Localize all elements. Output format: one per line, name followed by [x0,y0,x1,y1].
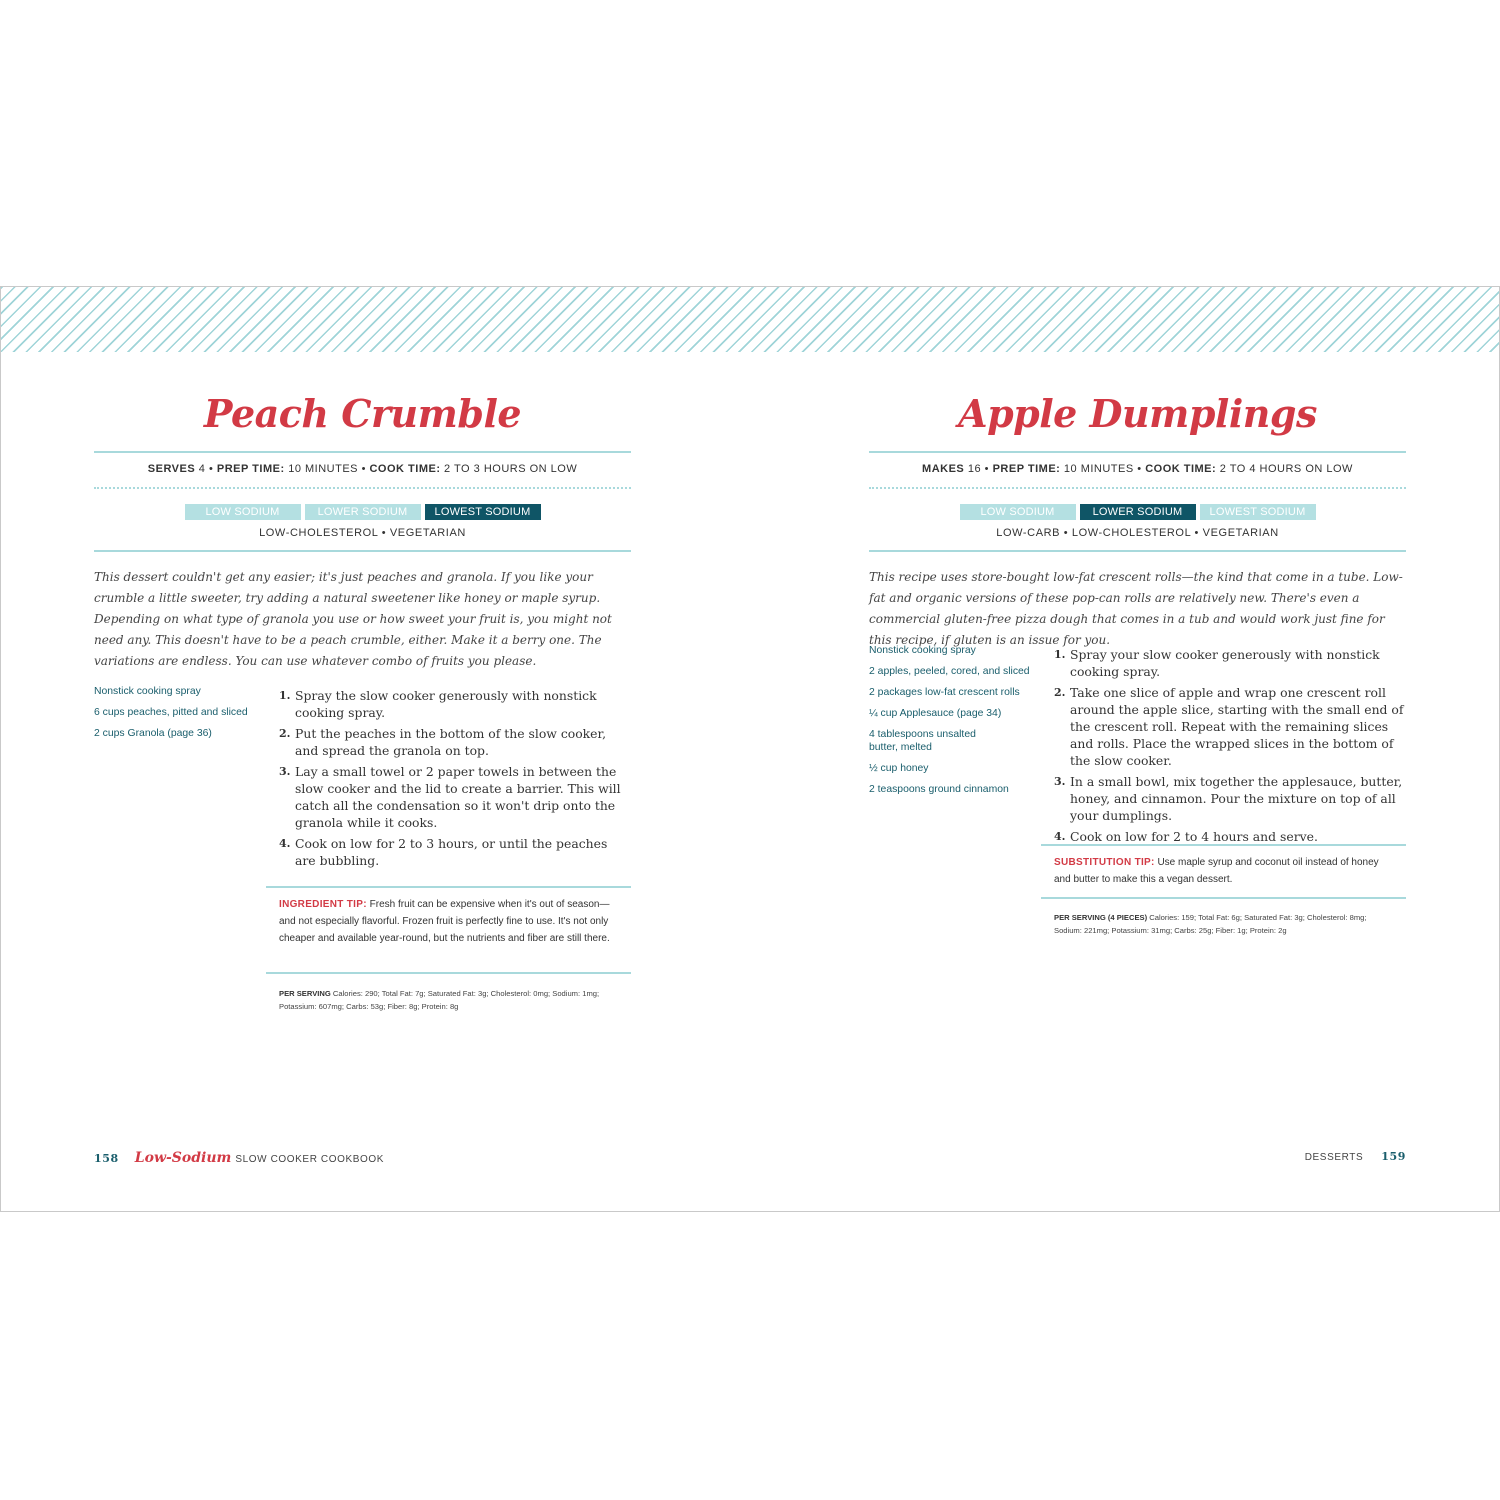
tip-top-rule [1041,844,1406,846]
tip-label: SUBSTITUTION TIP: [1054,857,1155,868]
recipe-meta [94,463,631,475]
nutrition-text: Calories: 290; Total Fat: 7g; Saturated Fat: 3g; Cholesterol: 0mg; Sodium: 1mg; Potassium: 607mg; Carbs: 53g; Fiber: 8g; Protein: 8g [279,989,600,1011]
dotted-divider [94,487,631,489]
badge-low-sodium: LOW SODIUM [960,504,1076,520]
step-text: Cook on low for 2 to 4 hours and serve. [1070,829,1318,844]
step-number: 4. [279,837,291,850]
page-footer-left [94,1150,384,1166]
step-text: Lay a small towel or 2 paper towels in between the slow cooker and the lid to create a barrier. This will catch all the condensation so it won't drip onto the granola while it cooks. [295,764,621,830]
bullet-separator: • [208,463,214,475]
recipe-intro: This dessert couldn't get any easier; it's just peaches and granola. If you like your crumble a little sweeter, try adding a natural sweetener like honey or maple syrup. Depending on what type of granola you use or how sweet your fruit is, you might not need any. This doesn't have to be a peach crumble, either. Make it a berry one. The variations are endless. You can use whatever combo of fruits you please. [94,570,612,668]
step-item [1054,646,1406,680]
page-number: 158 [94,1152,119,1165]
ingredients-list [869,644,1044,804]
ingredient-item: 2 cups Granola (page 36) [94,728,212,739]
step-item [279,687,631,721]
badge-lower-sodium: LOWER SODIUM [1080,504,1196,520]
left-page [94,287,631,1211]
recipe-title: Peach Crumble [203,391,522,436]
badge-low-sodium: LOW SODIUM [185,504,301,520]
divider [869,451,1406,453]
divider [94,451,631,453]
divider [869,550,1406,552]
step-item [1054,828,1406,845]
substitution-tip [1054,854,1394,888]
step-text: Spray your slow cooker generously with nonstick cooking spray. [1070,647,1380,679]
ingredient-item: 6 cups peaches, pitted and sliced [94,707,248,718]
prep-value: 10 MINUTES [1063,463,1134,475]
bullet-separator: • [1137,463,1142,475]
serves-label: SERVES [147,463,196,475]
diet-labels: LOW-CARB • LOW-CHOLESTEROL • VEGETARIAN [996,527,1279,539]
divider [94,550,631,552]
step-item [279,763,631,831]
page-number: 159 [1381,1150,1406,1163]
step-number: 3. [279,765,291,778]
step-number: 2. [1054,686,1066,699]
cook-label: COOK TIME: [369,463,441,475]
steps-list [1054,646,1406,849]
step-number: 1. [279,689,291,702]
tip-bottom-rule [266,972,631,974]
nutrition-label: PER SERVING [279,989,331,998]
cook-value: 2 TO 4 HOURS ON LOW [1219,463,1353,475]
step-number: 1. [1054,648,1066,661]
serves-value: 4 [198,463,206,475]
tip-label: INGREDIENT TIP: [279,899,367,910]
ingredient-item: 4 tablespoons unsalted butter, melted [869,729,976,753]
book-title: SLOW COOKER COOKBOOK [235,1154,385,1165]
ingredient-item: Nonstick cooking spray [94,686,201,697]
page-footer-right [1305,1150,1406,1163]
ingredient-item: 2 packages low-fat crescent rolls [869,687,1020,698]
nutrition-info [1054,911,1394,937]
cook-label: COOK TIME: [1145,463,1217,475]
tip-bottom-rule [1041,897,1406,899]
step-text: Put the peaches in the bottom of the slow cooker, and spread the granola on top. [295,726,607,758]
ingredient-item: Nonstick cooking spray [869,645,976,656]
ingredient-tip [279,896,619,947]
tip-text: Fresh fruit can be expensive when it's out of season—and not especially flavorful. Frozen fruit is perfectly fine to use. It's not only cheaper and available year-round, but the nutrients and fiber are still there. [279,899,610,944]
cook-value: 2 TO 3 HOURS ON LOW [444,463,578,475]
prep-label: PREP TIME: [216,463,285,475]
tip-text: Use maple syrup and coconut oil instead of honey and butter to make this a vegan dessert. [1054,857,1379,885]
tip-top-rule [266,886,631,888]
sodium-badges [94,504,631,520]
step-number: 4. [1054,830,1066,843]
section-name: DESSERTS [1304,1152,1364,1163]
makes-label: MAKES [922,463,965,475]
step-item [1054,684,1406,769]
step-text: Take one slice of apple and wrap one crescent roll around the apple slice, starting with the small end of the crescent roll. Repeat with the remaining slices and rolls. Place the wrapped slices in the bottom of the slow cooker. [1070,685,1404,768]
badge-lower-sodium: LOWER SODIUM [305,504,421,520]
ingredient-item: ½ cup honey [869,763,929,774]
prep-value: 10 MINUTES [288,463,358,475]
nutrition-info [279,987,619,1013]
badge-lowest-sodium: LOWEST SODIUM [425,504,541,520]
sodium-badges [869,504,1406,520]
steps-list [279,687,631,873]
step-text: In a small bowl, mix together the applesauce, butter, honey, and cinnamon. Pour the mixture on top of all your dumplings. [1070,774,1403,823]
right-page [869,287,1406,1211]
step-item [279,725,631,759]
recipe-intro: This recipe uses store-bought low-fat crescent rolls—the kind that come in a tube. Low-fat and organic versions of these pop-can rolls are relatively new. There's even a commercial gluten-free pizza dough that comes in a tub and would work just fine for this recipe, if gluten is an issue for you. [869,570,1403,647]
prep-label: PREP TIME: [992,463,1061,475]
step-text: Cook on low for 2 to 3 hours, or until the peaches are bubbling. [295,836,608,868]
book-spread [0,286,1500,1212]
diet-labels: LOW-CHOLESTEROL • VEGETARIAN [259,527,466,539]
ingredients-list [94,685,269,748]
step-text: Spray the slow cooker generously with nonstick cooking spray. [295,688,597,720]
recipe-title: Apple Dumplings [958,391,1317,436]
step-item [279,835,631,869]
ingredient-item: 2 apples, peeled, cored, and sliced [869,666,1030,677]
nutrition-label: PER SERVING (4 PIECES) [1054,913,1148,922]
bullet-separator: • [361,463,366,475]
step-number: 3. [1054,775,1066,788]
step-item [1054,773,1406,824]
nutrition-text: Calories: 159; Total Fat: 6g; Saturated Fat: 3g; Cholesterol: 8mg; Sodium: 221mg; Potassium: 31mg; Carbs: 25g; Fiber: 1g; Protein: 2g [1054,913,1367,935]
makes-value: 16 [967,463,982,475]
ingredient-item: 2 teaspoons ground cinnamon [869,784,1009,795]
ingredient-item: ¼ cup Applesauce (page 34) [869,708,1002,719]
step-number: 2. [279,727,291,740]
dotted-divider [869,487,1406,489]
bullet-separator: • [984,463,990,475]
badge-lowest-sodium: LOWEST SODIUM [1200,504,1316,520]
book-brand-logo: Low-Sodium [134,1150,232,1166]
recipe-meta [869,463,1406,475]
